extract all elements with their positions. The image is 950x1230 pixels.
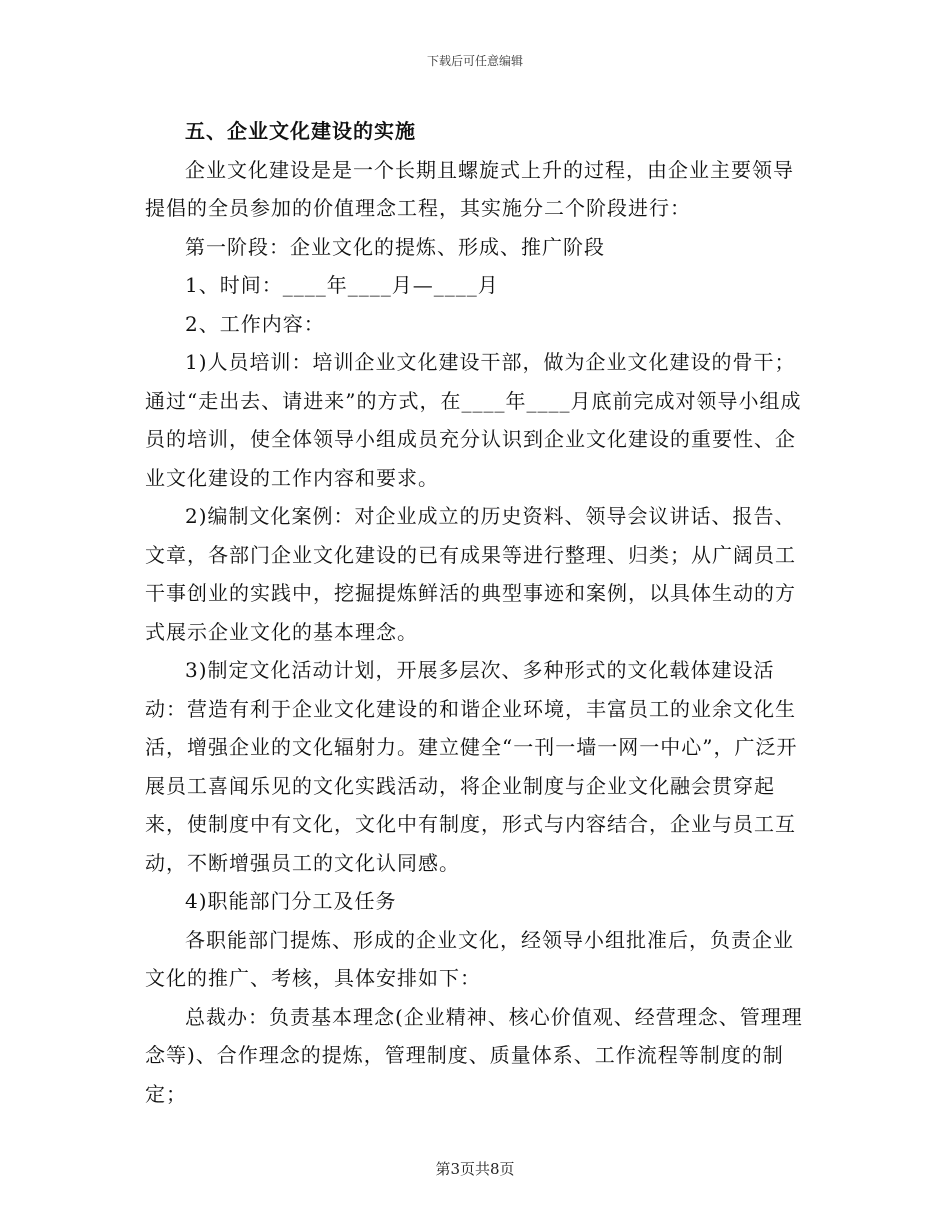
document-body — [145, 112, 810, 1113]
page-number: 第3页共8页 — [435, 1160, 515, 1178]
paragraph-intro: 企业文化建设是是一个长期且螺旋式上升的过程，由企业主要领导提倡的全员参加的价值理念工程，其实施分二个阶段进行： — [145, 157, 794, 220]
paragraph-work-content: 2、工作内容： — [185, 311, 325, 336]
paragraph-culture-cases: 2)编制文化案例：对企业成立的历史资料、领导会议讲话、报告、文章，各部门企业文化建设的已有成果等进行整理、归类；从广阔员工干事创业的实践中，挖掘提炼鲜活的典型事迹和案例，以具体生动的方式展示企业文化的基本理念。 — [145, 504, 796, 644]
page-header: 下载后可任意编辑 — [426, 54, 523, 68]
section-title: 五、企业文化建设的实施 — [185, 119, 416, 143]
paragraph-phase-one: 第一阶段：企业文化的提炼、形成、推广阶段 — [185, 234, 605, 259]
paragraph-department-tasks: 各职能部门提炼、形成的企业文化，经领导小组批准后，负责企业文化的推广、考核，具体安排如下： — [145, 927, 794, 990]
paragraph-staff-training: 1)人员培训：培训企业文化建设干部，做为企业文化建设的骨干；通过“走出去、请进来”的方式，在____年____月底前完成对领导小组成员的培训，使全体领导小组成员充分认识到企业文化建设的重要性、企业文化建设的工作内容和要求。 — [145, 350, 802, 490]
paragraph-department-duties: 4)职能部门分工及任务 — [185, 889, 397, 913]
paragraph-time: 1、时间：____年____月—____月 — [185, 273, 499, 297]
paragraph-activity-plan: 3)制定文化活动计划，开展多层次、多种形式的文化载体建设活动：营造有利于企业文化建设的和谐企业环境，丰富员工的业余文化生活，增强企业的文化辐射力。建立健全“一刊一墙一网一中心”，广泛开展员工喜闻乐见的文化实践活动，将企业制度与企业文化融会贯穿起来，使制度中有文化，文化中有制度，形式与内容结合，企业与员工互动，不断增强员工的文化认同感。 — [145, 658, 798, 875]
paragraph-president-office: 总裁办：负责基本理念(企业精神、核心价值观、经营理念、管理理念等)、合作理念的提炼，管理制度、质量体系、工作流程等制度的制定； — [145, 1004, 803, 1106]
